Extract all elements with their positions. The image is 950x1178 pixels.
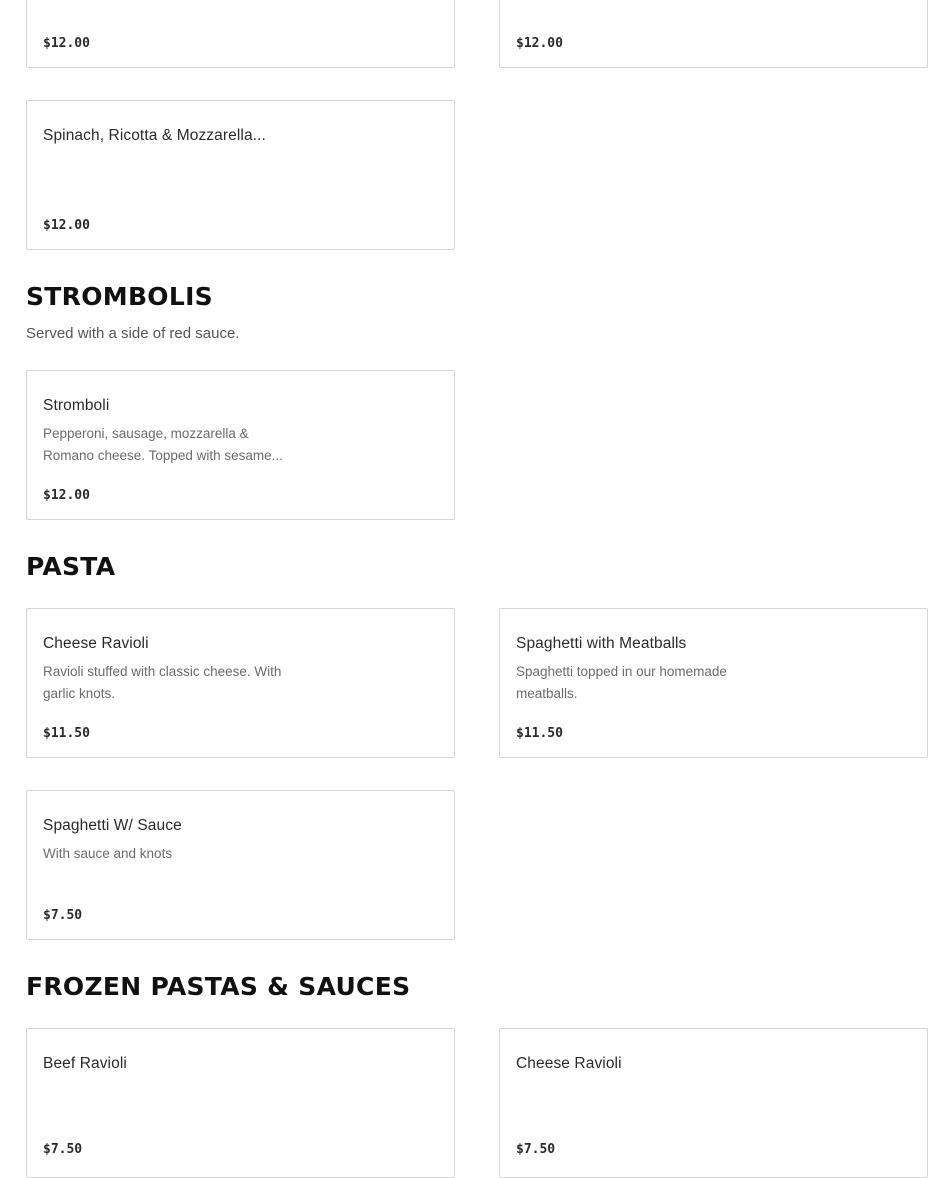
menu-item-card[interactable] <box>26 100 455 250</box>
menu-item-card[interactable] <box>26 790 455 940</box>
item-price: $7.50 <box>43 908 83 923</box>
item-price: $12.00 <box>43 488 90 503</box>
item-description: Ravioli stuffed with classic cheese. With garlic knots. <box>43 664 282 701</box>
section-title-frozen: FROZEN PASTAS & SAUCES <box>26 972 411 1001</box>
item-price: $12.00 <box>43 36 90 51</box>
menu-item-card[interactable] <box>26 1028 455 1178</box>
item-price: $11.50 <box>43 726 90 741</box>
item-description: Spaghetti topped in our homemade meatballs. <box>516 664 727 701</box>
menu-item-card[interactable] <box>26 608 455 758</box>
section-description: Served with a side of red sauce. <box>26 325 240 342</box>
item-price: $7.50 <box>43 1142 83 1157</box>
menu-item-card[interactable] <box>499 608 928 758</box>
item-name: Beef Ravioli <box>43 1055 127 1072</box>
item-name: Cheese Ravioli <box>516 1055 622 1072</box>
item-name: Spinach, Ricotta & Mozzarella... <box>43 127 266 144</box>
item-price: $12.00 <box>516 36 563 51</box>
item-price: $11.50 <box>516 726 563 741</box>
item-description: Pepperoni, sausage, mozzarella & Romano cheese. Topped with sesame... <box>43 426 283 463</box>
menu-item-card[interactable] <box>26 370 455 520</box>
item-description: With sauce and knots <box>43 846 173 861</box>
item-name: Spaghetti with Meatballs <box>516 635 687 652</box>
section-title-pasta: PASTA <box>26 552 116 581</box>
item-name: Stromboli <box>43 397 110 414</box>
item-name: Cheese Ravioli <box>43 635 149 652</box>
item-name: Spaghetti W/ Sauce <box>43 817 182 834</box>
item-price: $12.00 <box>43 218 90 233</box>
section-title-strombolis: STROMBOLIS <box>26 282 213 311</box>
menu-item-card[interactable] <box>26 0 455 68</box>
item-price: $7.50 <box>516 1142 556 1157</box>
menu-item-card[interactable] <box>499 1028 928 1178</box>
menu-item-card[interactable] <box>499 0 928 68</box>
